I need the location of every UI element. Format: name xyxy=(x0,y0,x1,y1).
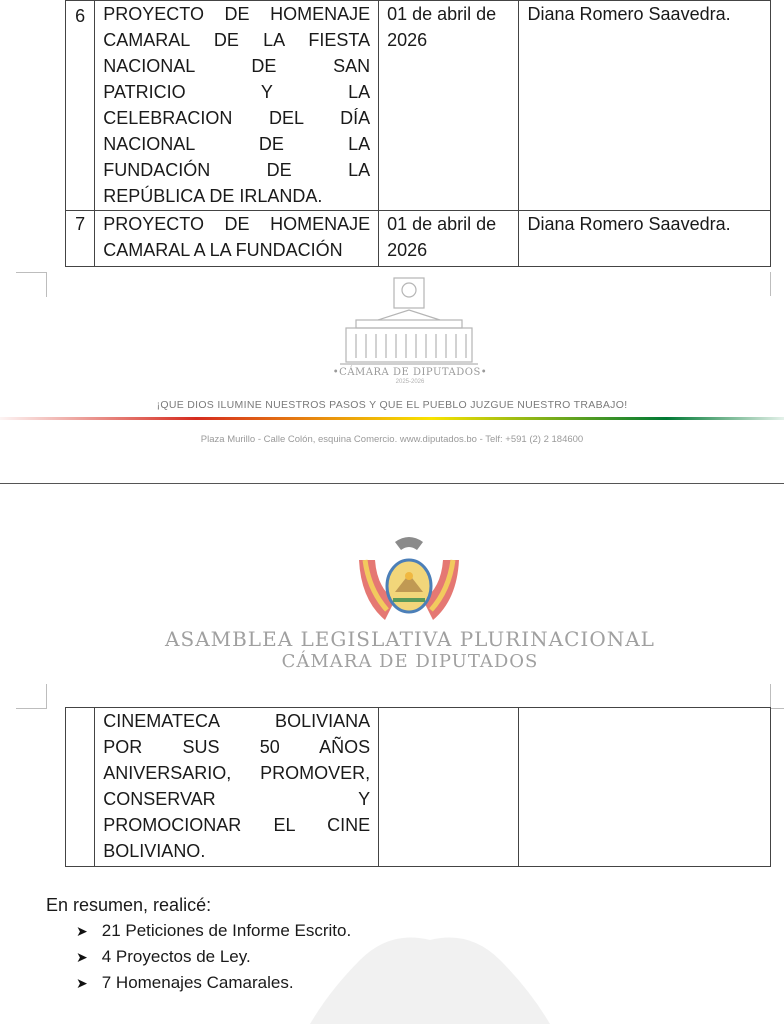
page-corner-mark xyxy=(16,684,47,709)
project-cell: PROYECTO DE HOMENAJE CAMARAL DE LA FIESTA NACIONAL DE SAN PATRICIO Y LA CELEBRACION DEL DÍA NACIONAL DE LA FUNDACIÓN DE LA REPÚBLICA DE IRLANDA. xyxy=(95,1,379,211)
header-line-2: CÁMARA DE DIPUTADOS xyxy=(281,651,539,672)
page-break xyxy=(0,483,784,484)
arrow-bullet-icon: ➤ xyxy=(76,974,88,991)
list-item-text: 4 Proyectos de Ley. xyxy=(101,947,251,966)
projects-table-top xyxy=(65,0,771,267)
list-item xyxy=(76,921,351,941)
table-row xyxy=(66,708,771,867)
page-corner-mark xyxy=(770,272,784,296)
table-row xyxy=(66,1,771,211)
list-item xyxy=(76,973,294,993)
header-line-1: ASAMBLEA LEGISLATIVA PLURINACIONAL xyxy=(165,627,655,651)
author-cell: Diana Romero Saavedra. xyxy=(519,1,771,211)
coat-of-arms-icon xyxy=(355,530,463,626)
coat-of-arms-watermark xyxy=(300,930,560,1024)
footer-slogan: ¡QUE DIOS ILUMINE NUESTROS PASOS Y QUE EL PUEBLO JUZGUE NUESTRO TRABAJO! xyxy=(156,399,628,411)
list-item-text: 21 Peticiones de Informe Escrito. xyxy=(101,921,352,940)
page-corner-mark xyxy=(16,272,47,297)
row-number: 7 xyxy=(66,211,95,267)
logo-years: 2025-2026 xyxy=(395,379,425,385)
congress-building-logo xyxy=(338,276,482,372)
page-corner-mark xyxy=(770,684,784,709)
date-cell: 01 de abril de 2026 xyxy=(379,1,519,211)
logo-caption: •CÁMARA DE DIPUTADOS• xyxy=(332,367,488,378)
list-item xyxy=(76,947,251,967)
list-item-text: 7 Homenajes Camarales. xyxy=(101,973,294,992)
footer-address: Plaza Murillo - Calle Colón, esquina Comercio. www.diputados.bo - Telf: +591 (2) 2 184600 xyxy=(200,434,584,445)
projects-table-continued xyxy=(65,707,771,867)
arrow-bullet-icon: ➤ xyxy=(76,922,88,939)
author-cell: Diana Romero Saavedra. xyxy=(519,211,771,267)
flag-stripe xyxy=(0,417,784,420)
summary-intro: En resumen, realicé: xyxy=(46,895,212,915)
date-cell: 01 de abril de 2026 xyxy=(379,211,519,267)
row-number xyxy=(66,708,95,867)
table-row xyxy=(66,211,771,267)
project-cell: PROYECTO DE HOMENAJE CAMARAL A LA FUNDACIÓN xyxy=(95,211,379,267)
arrow-bullet-icon: ➤ xyxy=(76,948,88,965)
row-number: 6 xyxy=(66,1,95,211)
author-cell xyxy=(519,708,771,867)
project-cell: CINEMATECA BOLIVIANA POR SUS 50 AÑOS ANIVERSARIO, PROMOVER, CONSERVAR Y PROMOCIONAR EL CINE BOLIVIANO. xyxy=(95,708,379,867)
date-cell xyxy=(379,708,519,867)
